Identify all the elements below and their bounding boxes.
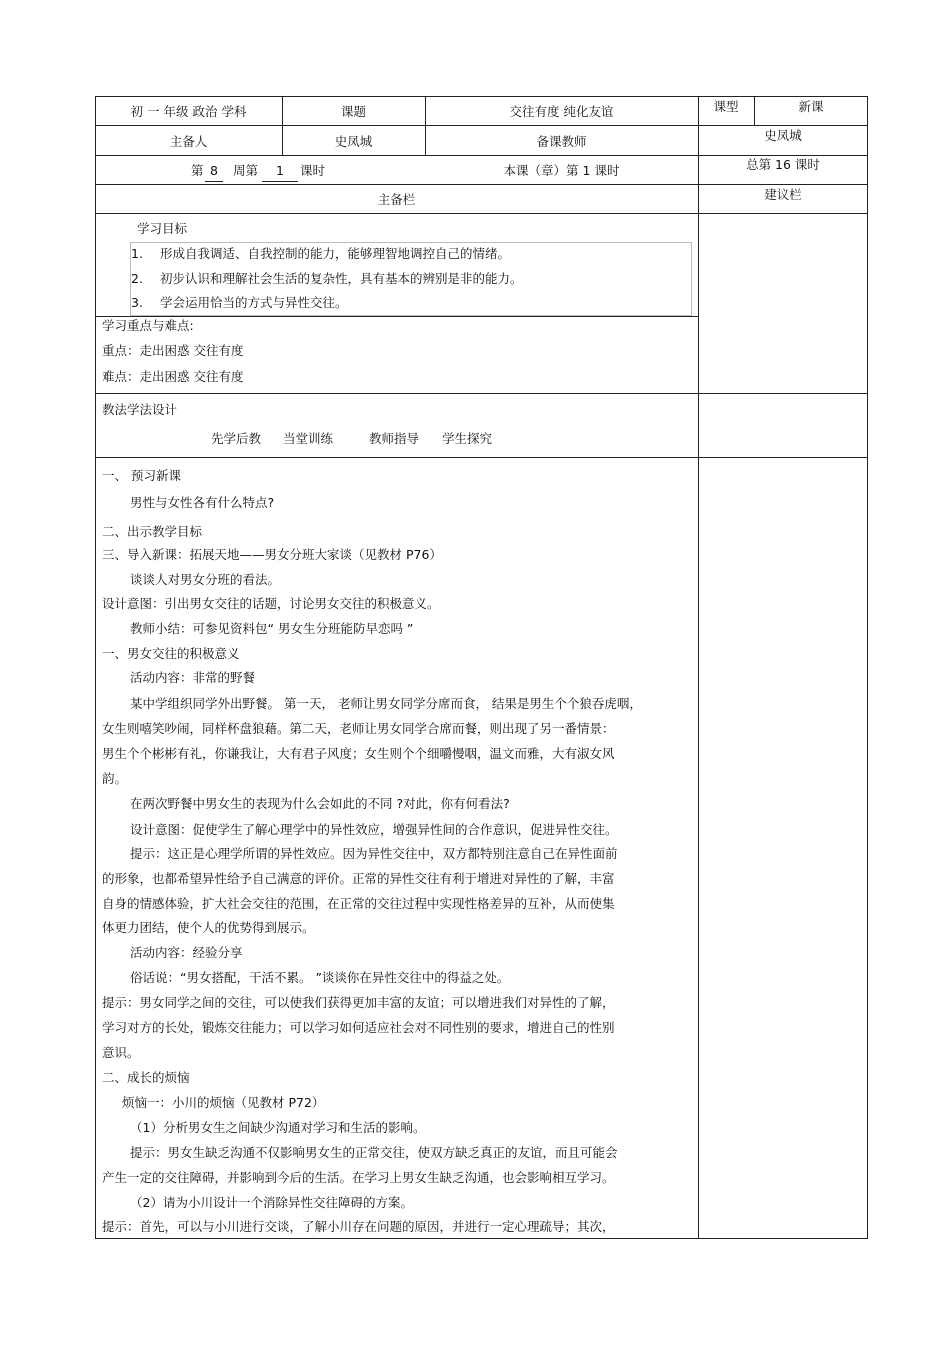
chapter-lesson: 本课（章）第 1 课时 — [503, 163, 620, 178]
row-divider — [95, 457, 868, 458]
key-difficulty: 难点：走出困惑 交往有度 — [102, 369, 244, 384]
objective-text: 形成自我调适、自我控制的能力，能够理智地调控自己的情绪。 — [160, 246, 511, 261]
week-prefix: 第 — [191, 163, 204, 178]
row-divider — [95, 125, 868, 126]
paragraph-line: 韵。 — [102, 771, 128, 786]
paragraph-line: （2）请为小川设计一个消除异性交往障碍的方案。 — [130, 1195, 413, 1210]
paragraph-line: 学习对方的长处，锻炼交往能力；可以学习如何适应社会对不同性别的要求，增进自己的性别 — [102, 1020, 615, 1035]
section-heading: 一、男女交往的积极意义 — [102, 646, 240, 661]
section-heading: 二、出示教学目标 — [102, 524, 203, 539]
section-heading: 三、导入新课：拓展天地——男女分班大家谈（见教材 P76） — [102, 547, 442, 562]
paragraph-line: 提示：这正是心理学所谓的异性效应。因为异性交往中，双方都特别注意自己在异性面前 — [130, 846, 618, 861]
lead-preparer-label: 主备人 — [169, 134, 208, 149]
paragraph-line: 设计意图：引出男女交往的话题，讨论男女交往的积极意义。 — [102, 596, 440, 611]
prep-teacher-value: 史凤城 — [764, 128, 802, 143]
paragraph-line: 意识。 — [102, 1045, 140, 1060]
objective-number: 1. — [131, 246, 143, 261]
paragraph-line: （1）分析男女生之间缺少沟通对学习和生活的影响。 — [130, 1120, 426, 1135]
grade-subject: 初 一 年级 政治 学科 — [130, 104, 247, 119]
key-points-title: 学习重点与难点: — [102, 318, 194, 333]
col-divider — [698, 96, 699, 1239]
paragraph-line: 某中学组织同学外出野餐。 第一天， 老师让男女同学分席而食， 结果是男生个个狼吞虎咽， — [130, 696, 642, 711]
paragraph-line: 在两次野餐中男女生的表现为什么会如此的不同 ?对此，你有何看法? — [130, 796, 510, 811]
main-column-heading: 主备栏 — [377, 192, 416, 207]
paragraph-line: 活动内容：经验分享 — [130, 945, 243, 960]
method-item: 教师指导 — [369, 431, 420, 446]
row-divider — [95, 213, 868, 214]
week-suffix: 课时 — [300, 163, 326, 178]
objective-text: 学会运用恰当的方式与异性交往。 — [160, 295, 348, 310]
method-item: 学生探究 — [442, 431, 493, 446]
topic-value: 交往有度 纯化友谊 — [509, 104, 614, 119]
prep-teacher-label: 备课教师 — [536, 134, 587, 149]
suggestion-column-heading: 建议栏 — [764, 187, 802, 202]
paragraph-line: 自身的情感体验，扩大社会交往的范围，在正常的交往过程中实现性格差异的互补，从而使集 — [102, 896, 615, 911]
objective-number: 2. — [131, 271, 143, 286]
row-divider — [95, 393, 868, 394]
paragraph-line: 教师小结：可参见资料包“ 男女生分班能防早恋吗 ” — [130, 621, 414, 636]
section-heading: 一、 预习新课 — [102, 468, 181, 483]
paragraph-line: 谈谈人对男女分班的看法。 — [130, 572, 281, 587]
week-period: 1 — [276, 163, 284, 178]
fill-underline — [205, 181, 223, 182]
paragraph-line: 活动内容：非常的野餐 — [130, 670, 256, 685]
paragraph-line: 设计意图：促使学生了解心理学中的异性效应，增强异性间的合作意识，促进异性交往。 — [130, 822, 618, 837]
objective-text: 初步认识和理解社会生活的复杂性，具有基本的辨别是非的能力。 — [160, 271, 523, 286]
paragraph-line: 男生个个彬彬有礼，你谦我让，大有君子风度；女生则个个细嚼慢咽，温文而雅，大有淑女风 — [102, 746, 615, 761]
paragraph-line: 体更力团结，使个人的优势得到展示。 — [102, 920, 315, 935]
week-mid: 周第 — [233, 163, 259, 178]
objectives-title: 学习目标 — [137, 221, 188, 236]
row-divider — [95, 316, 698, 317]
paragraph-line: 提示：男女生缺乏沟通不仅影响男女生的正常交往，使双方缺乏真正的友谊，而且可能会 — [130, 1145, 618, 1160]
section-heading: 二、成长的烦恼 — [102, 1070, 190, 1085]
paragraph-line: 提示：首先，可以与小川进行交谈，了解小川存在问题的原因，并进行一定心理疏导；其次， — [102, 1219, 615, 1234]
total-lessons: 总第 16 课时 — [746, 157, 820, 172]
paragraph-line: 俗话说：“男女搭配，干活不累。 ”谈谈你在异性交往中的得益之处。 — [130, 970, 510, 985]
topic-label: 课题 — [340, 104, 366, 119]
fill-underline — [262, 181, 298, 182]
lead-preparer-value: 史凤城 — [334, 134, 373, 149]
paragraph-line: 产生一定的交往障碍，并影响到今后的生活。在学习上男女生缺乏沟通，也会影响相互学习。 — [102, 1170, 615, 1185]
paragraph-line: 男性与女性各有什么特点? — [130, 495, 275, 510]
method-item: 当堂训练 — [283, 431, 334, 446]
lesson-type-value: 新课 — [798, 99, 824, 114]
objective-number: 3. — [131, 295, 143, 310]
row-divider — [95, 155, 868, 156]
lesson-type-label: 课型 — [713, 99, 739, 114]
key-focus: 重点：走出困惑 交往有度 — [102, 343, 244, 358]
week-number: 8 — [210, 163, 218, 178]
paragraph-line: 女生则嘻笑吵闹，同样杯盘狼藉。第二天，老师让男女同学合席而餐，则出现了另一番情景： — [102, 721, 615, 736]
methods-title: 教法学法设计 — [102, 402, 178, 417]
paragraph-line: 的形象，也都希望异性给予自己满意的评价。正常的异性交往有利于增进对异性的了解，丰富 — [102, 871, 615, 886]
paragraph-line: 烦恼一：小川的烦恼（见教材 P72） — [122, 1095, 325, 1110]
row-divider — [95, 184, 868, 185]
method-item: 先学后教 — [211, 431, 262, 446]
paragraph-line: 提示：男女同学之间的交往，可以使我们获得更加丰富的友谊；可以增进我们对异性的了解， — [102, 995, 615, 1010]
